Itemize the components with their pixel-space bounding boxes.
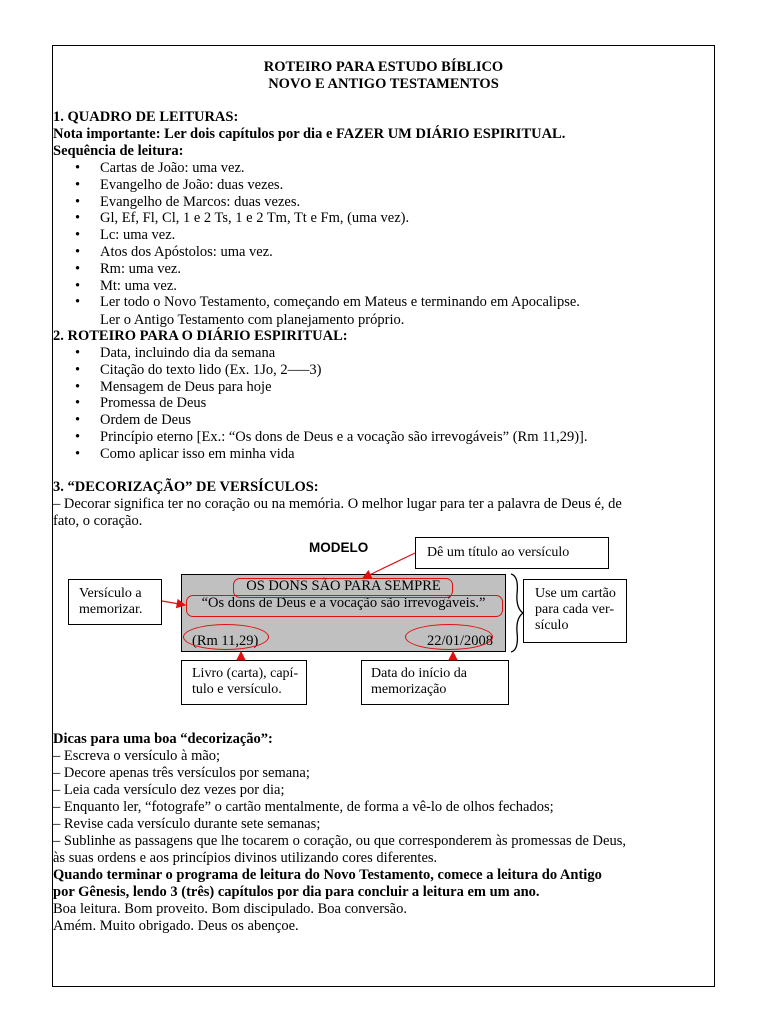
section2-heading: 2. ROTEIRO PARA O DIÁRIO ESPIRITUAL: <box>53 328 348 344</box>
memorize-arrow <box>162 601 185 605</box>
list-item: • Princípio eterno [Ex.: “Os dons de Deus e a vocação são irrevogáveis” (Rm 11,29)]. <box>75 429 587 446</box>
list-item: • Evangelho de João: duas vezes. <box>75 177 580 194</box>
callout-title-text: Dê um título ao versículo <box>427 545 570 560</box>
section3-heading: 3. “DECORIZAÇÃO” DE VERSÍCULOS: <box>53 479 319 495</box>
section3-intro-line1: – Decorar significa ter no coração ou na memória. O melhor lugar para ter a palavra de Deus é, de <box>53 496 622 512</box>
list-item: • Como aplicar isso em minha vida <box>75 446 587 463</box>
tip-item: – Leia cada versículo dez vezes por dia; <box>53 782 285 798</box>
list-item: • Ordem de Deus <box>75 412 587 429</box>
diagram-arrows <box>53 46 716 746</box>
section1-note: Nota importante: Ler dois capítulos por dia e FAZER UM DIÁRIO ESPIRITUAL. <box>53 126 566 142</box>
document-title-line1: ROTEIRO PARA ESTUDO BÍBLICO <box>263 59 504 75</box>
callout-memorize-line1: Versículo a <box>79 586 142 601</box>
closing-bold-line2: por Gênesis, lendo 3 (três) capítulos por dia para concluir a leitura em um ano. <box>53 884 540 900</box>
document-title-line2: NOVO E ANTIGO TESTAMENTOS <box>268 76 499 92</box>
callout-date-line2: memorização <box>371 682 447 697</box>
closing-line2: Amém. Muito obrigado. Deus os abençoe. <box>53 918 299 934</box>
list-item: • Rm: uma vez. <box>75 261 580 278</box>
card-date: 22/01/2008 <box>426 633 493 649</box>
tip-item: – Sublinhe as passagens que lhe tocarem o coração, ou que corresponderem às promessas de Deus, <box>53 833 626 849</box>
callout-card-line2: para cada ver- <box>535 602 614 617</box>
section1-continuation: Ler o Antigo Testamento com planejamento próprio. <box>100 312 405 328</box>
title-arrow <box>363 553 415 578</box>
callout-memorize-line2: memorizar. <box>79 602 143 617</box>
list-item: • Mt: uma vez. <box>75 278 580 295</box>
tip-item: às suas ordens e aos princípios divinos utilizando cores diferentes. <box>53 850 438 866</box>
callout-book-line2: tulo e versículo. <box>192 682 282 697</box>
closing-line1: Boa leitura. Bom proveito. Bom discipulado. Boa conversão. <box>53 901 407 917</box>
modelo-label: MODELO <box>309 540 369 555</box>
callout-date-line1: Data do início da <box>371 666 468 681</box>
list-item: • Atos dos Apóstolos: uma vez. <box>75 244 580 261</box>
list-item: • Lc: uma vez. <box>75 227 580 244</box>
section1-heading: 1. QUADRO DE LEITURAS: <box>53 109 239 125</box>
list-item: • Mensagem de Deus para hoje <box>75 379 587 396</box>
section1-sequence-label: Sequência de leitura: <box>53 143 184 159</box>
section3-intro-line2: fato, o coração. <box>53 513 143 529</box>
list-item: • Citação do texto lido (Ex. 1Jo, 2—–3) <box>75 362 587 379</box>
list-item: • Ler todo o Novo Testamento, começando em Mateus e terminando em Apocalipse. <box>75 294 580 311</box>
callout-book-line1: Livro (carta), capí- <box>192 666 299 681</box>
list-item: • Data, incluindo dia da semana <box>75 345 587 362</box>
tip-item: – Revise cada versículo durante sete semanas; <box>53 816 321 832</box>
list-item: • Evangelho de Marcos: duas vezes. <box>75 194 580 211</box>
tip-item: – Enquanto ler, “fotografe” o cartão mentalmente, de forma a vê-lo de olhos fechados; <box>53 799 554 815</box>
callout-card-line1: Use um cartão <box>535 586 616 601</box>
tip-item: – Decore apenas três versículos por semana; <box>53 765 310 781</box>
callout-card-line3: sículo <box>535 618 569 633</box>
tip-item: – Escreva o versículo à mão; <box>53 748 221 764</box>
list-item: • Promessa de Deus <box>75 395 587 412</box>
tips-heading: Dicas para uma boa “decorização”: <box>53 731 273 747</box>
card-verse-text: “Os dons de Deus e a vocação são irrevogáveis.” <box>201 595 486 611</box>
list-item: • Gl, Ef, Fl, Cl, 1 e 2 Ts, 1 e 2 Tm, Tt e Fm, (uma vez). <box>75 210 580 227</box>
list-item: • Cartas de João: uma vez. <box>75 160 580 177</box>
document-page <box>52 45 715 987</box>
card-reference: (Rm 11,29) <box>192 633 259 649</box>
card-title: OS DONS SÃO PARA SEMPRE <box>246 578 441 594</box>
closing-bold-line1: Quando terminar o programa de leitura do Novo Testamento, comece a leitura do Antigo <box>53 867 602 883</box>
card-brace <box>511 574 523 652</box>
